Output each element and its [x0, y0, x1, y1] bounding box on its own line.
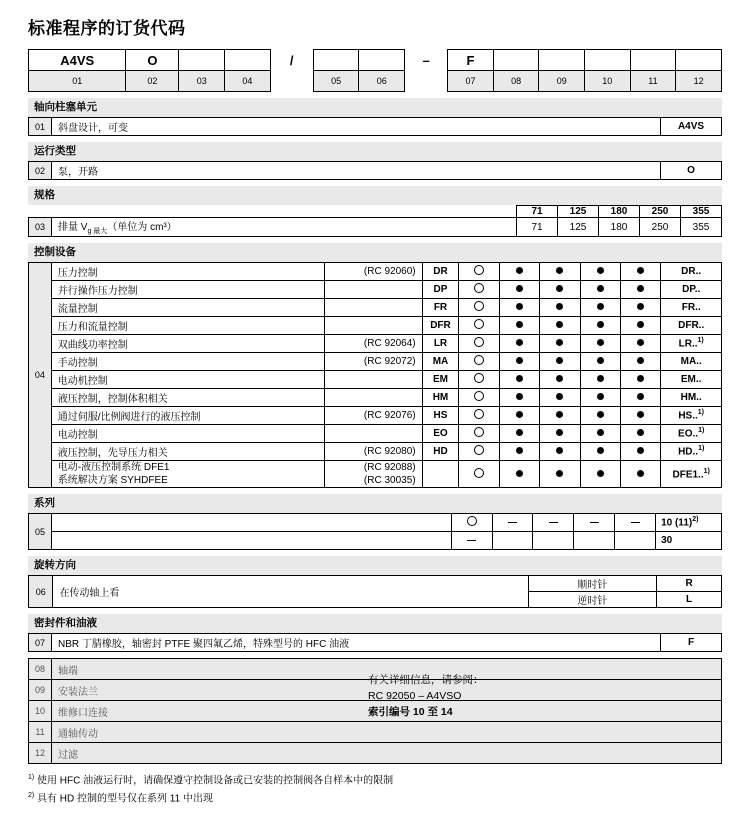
code-index-empty — [405, 71, 448, 92]
code-index-10: 10 — [585, 71, 631, 92]
series-mark-1 — [492, 514, 533, 532]
displacement-value-355: 355 — [681, 218, 722, 237]
control-mark-4 — [620, 425, 660, 443]
footnote: $^{1)}$ 使用 HFC 油液运行时，请确保遵守控制设备或已安装的控制阀各自样本中的限制 — [28, 774, 394, 787]
page-title: 标准程序的订货代码 — [28, 19, 186, 38]
order-code-bar — [28, 49, 722, 92]
control-short-code: HD — [422, 443, 459, 461]
footnote: $^{2)}$ 具有 HD 控制的型号仅在系列 11 中出现 — [28, 792, 213, 805]
control-label: 压力和流量控制 — [51, 317, 324, 335]
control-mark-4 — [620, 281, 660, 299]
table-row — [29, 461, 722, 488]
section-header-06: 旋转方向 — [28, 556, 722, 575]
control-mark-3 — [580, 353, 620, 371]
row-code-01: A4VS — [661, 118, 722, 136]
row-number-12: 12 — [29, 743, 52, 764]
control-mark-0 — [459, 281, 499, 299]
control-mark-3 — [580, 443, 620, 461]
control-mark-0 — [459, 317, 499, 335]
row-number-02: 02 — [29, 162, 52, 180]
grey-row-label: 安装法兰 — [52, 680, 722, 701]
rotation-label: 在传动轴上看 — [53, 576, 528, 608]
control-mark-0 — [459, 299, 499, 317]
control-short-code: EM — [422, 371, 459, 389]
control-mark-0 — [459, 425, 499, 443]
size-header-125: 125 — [558, 206, 599, 218]
rotation-direction: 顺时针 — [528, 576, 657, 592]
control-mark-3 — [580, 425, 620, 443]
rotation-code: L — [657, 592, 722, 608]
code-separator: / — [289, 52, 294, 68]
sizes-header-row — [29, 206, 722, 218]
control-label: 液压控制，先导压力相关 — [51, 443, 324, 461]
row-number-03: 03 — [29, 218, 52, 237]
control-mark-1 — [499, 425, 539, 443]
table-row — [29, 425, 722, 443]
table-row — [29, 514, 722, 532]
row-number-08: 08 — [29, 659, 52, 680]
table-row — [29, 263, 722, 281]
series-table — [28, 513, 722, 550]
control-code: FR.. — [661, 299, 722, 317]
displacement-label: 排量 V — [58, 222, 88, 233]
displacement-sub: g 最大 — [87, 228, 108, 235]
control-code: EM.. — [661, 371, 722, 389]
row-label-02: 泵，开路 — [52, 162, 661, 180]
section-remaining-codes — [28, 658, 722, 764]
code-index-05: 05 — [313, 71, 359, 92]
code-cell-12[interactable] — [676, 50, 722, 71]
control-mark-4 — [620, 389, 660, 407]
control-mark-2 — [540, 389, 580, 407]
series-mark-4 — [615, 514, 656, 532]
control-mark-2 — [540, 353, 580, 371]
control-mark-3 — [580, 389, 620, 407]
control-mark-3 — [580, 335, 620, 353]
control-mark-2 — [540, 281, 580, 299]
order-code-main-row — [29, 50, 722, 71]
section-header-07: 密封件和油液 — [28, 614, 722, 633]
table-row — [29, 532, 722, 550]
code-index-11: 11 — [630, 71, 676, 92]
grey-row-label: 过滤 — [52, 743, 722, 764]
control-short-code: LR — [422, 335, 459, 353]
row-number-04: 04 — [29, 263, 52, 488]
control-code: LR..$^{1)}$ — [661, 335, 722, 353]
code-cell-06[interactable] — [359, 50, 405, 71]
control-mark-0 — [459, 407, 499, 425]
control-mark-1 — [499, 263, 539, 281]
series-mark-3 — [574, 514, 615, 532]
row-label-07: NBR 丁腈橡胶，轴密封 PTFE 聚四氟乙烯，特殊型号的 HFC 油液 — [52, 634, 661, 652]
code-index-07: 07 — [448, 71, 494, 92]
displacement-value-71: 71 — [517, 218, 558, 237]
control-label: 液压控制，控制体积相关 — [51, 389, 324, 407]
control-code: MA.. — [661, 353, 722, 371]
rotation-table — [28, 575, 722, 608]
order-code-number-row — [29, 71, 722, 92]
code-index-empty — [270, 71, 313, 92]
control-reference: (RC 92060) — [324, 263, 422, 281]
control-mark-2 — [540, 371, 580, 389]
control-mark-4 — [620, 263, 660, 281]
row-code-02: O — [661, 162, 722, 180]
order-code-page — [0, 14, 750, 836]
row-number-05: 05 — [29, 514, 52, 550]
table-row — [29, 443, 722, 461]
control-reference — [324, 371, 422, 389]
section-operating-mode — [28, 142, 722, 180]
control-mark-0 — [459, 335, 499, 353]
control-mark-0 — [459, 443, 499, 461]
control-code: EO..$^{1)}$ — [661, 425, 722, 443]
control-mark-4 — [620, 407, 660, 425]
section-sizes — [28, 186, 722, 237]
table-row — [29, 576, 722, 592]
code-index-04: 04 — [225, 71, 271, 92]
info-line-1: 有关详细信息，请参阅： — [368, 674, 484, 686]
control-mark-4 — [620, 353, 660, 371]
size-header-250: 250 — [640, 206, 681, 218]
sizes-table — [28, 205, 722, 237]
control-mark-3 — [580, 281, 620, 299]
table-row — [29, 389, 722, 407]
control-mark-1 — [499, 353, 539, 371]
section-series — [28, 494, 722, 550]
control-reference: (RC 92080) — [324, 443, 422, 461]
control-mark-2 — [540, 299, 580, 317]
table-row — [29, 743, 722, 764]
control-reference — [324, 389, 422, 407]
row-label-03 — [52, 218, 517, 237]
row-label-01: 斜盘设计，可变 — [52, 118, 661, 136]
code-cell-11[interactable] — [630, 50, 676, 71]
control-mark-3 — [580, 461, 620, 488]
displacement-value-180: 180 — [599, 218, 640, 237]
control-code: DFR.. — [661, 317, 722, 335]
displacement-value-250: 250 — [640, 218, 681, 237]
order-code-table — [28, 49, 722, 92]
series-code: 10 $(11)^{2)}$ — [656, 514, 722, 532]
table-row — [29, 722, 722, 743]
series-mark-1 — [492, 532, 533, 550]
control-label: 压力控制 — [51, 263, 324, 281]
control-mark-3 — [580, 317, 620, 335]
size-header-355: 355 — [681, 206, 722, 218]
control-mark-1 — [499, 281, 539, 299]
control-mark-3 — [580, 407, 620, 425]
control-mark-4 — [620, 443, 660, 461]
control-label: 电动机控制 — [51, 371, 324, 389]
table-row — [29, 335, 722, 353]
control-label: 流量控制 — [51, 299, 324, 317]
info-line-3: 索引编号 10 至 14 — [368, 706, 453, 718]
code-separator: – — [422, 52, 430, 68]
control-mark-1 — [499, 299, 539, 317]
control-mark-2 — [540, 461, 580, 488]
code-cell-09[interactable] — [539, 50, 585, 71]
control-code: HM.. — [661, 389, 722, 407]
section-header-05: 系列 — [28, 494, 722, 513]
control-table — [28, 262, 722, 488]
control-short-code: MA — [422, 353, 459, 371]
code-cell-04[interactable] — [225, 50, 271, 71]
control-code: DFE1..$^{1)}$ — [661, 461, 722, 488]
control-code: HS..$^{1)}$ — [661, 407, 722, 425]
control-mark-3 — [580, 371, 620, 389]
control-reference: (RC 92072) — [324, 353, 422, 371]
control-short-code: HM — [422, 389, 459, 407]
section-header-04: 控制设备 — [28, 243, 722, 262]
control-mark-0 — [459, 461, 499, 488]
displacement-value-125: 125 — [558, 218, 599, 237]
row-number-01: 01 — [29, 118, 52, 136]
code-cell-10[interactable] — [585, 50, 631, 71]
series-code: 30 — [656, 532, 722, 550]
code-cell-05[interactable] — [313, 50, 359, 71]
control-mark-0 — [459, 263, 499, 281]
info-line-2: RC 92050 – A4VSO — [368, 690, 462, 702]
control-reference — [324, 299, 422, 317]
control-mark-4 — [620, 299, 660, 317]
control-short-code: DP — [422, 281, 459, 299]
control-mark-3 — [580, 263, 620, 281]
code-index-03: 03 — [179, 71, 225, 92]
control-mark-1 — [499, 407, 539, 425]
control-short-code: DFR — [422, 317, 459, 335]
row-number-11: 11 — [29, 722, 52, 743]
size-header-180: 180 — [599, 206, 640, 218]
control-mark-1 — [499, 443, 539, 461]
section-seals — [28, 614, 722, 652]
control-mark-2 — [540, 317, 580, 335]
control-mark-1 — [499, 335, 539, 353]
control-mark-4 — [620, 461, 660, 488]
control-reference — [324, 281, 422, 299]
grey-row-label: 通轴传动 — [52, 722, 722, 743]
control-mark-2 — [540, 425, 580, 443]
control-label: 手动控制 — [51, 353, 324, 371]
control-mark-1 — [499, 461, 539, 488]
control-mark-4 — [620, 371, 660, 389]
control-reference: (RC 92076) — [324, 407, 422, 425]
control-code: HD..$^{1)}$ — [661, 443, 722, 461]
control-short-code: HS — [422, 407, 459, 425]
section-control-devices — [28, 243, 722, 488]
control-label: 电动控制 — [51, 425, 324, 443]
section-rotation — [28, 556, 722, 608]
row-number-07: 07 — [29, 634, 52, 652]
section-axial-unit — [28, 98, 722, 136]
info-box — [368, 672, 484, 720]
table-row — [29, 407, 722, 425]
table-row — [29, 299, 722, 317]
control-reference — [324, 425, 422, 443]
table-row — [29, 353, 722, 371]
control-short-code: EO — [422, 425, 459, 443]
control-mark-2 — [540, 407, 580, 425]
control-short-code: DR — [422, 263, 459, 281]
section-header-01: 轴向柱塞单元 — [28, 98, 722, 117]
control-mark-2 — [540, 263, 580, 281]
size-header-71: 71 — [517, 206, 558, 218]
code-index-12: 12 — [676, 71, 722, 92]
series-mark-0 — [451, 514, 492, 532]
control-reference: (RC 92064) — [324, 335, 422, 353]
control-mark-3 — [580, 299, 620, 317]
control-label: 并行操作压力控制 — [51, 281, 324, 299]
code-index-09: 09 — [539, 71, 585, 92]
row-number-10: 10 — [29, 701, 52, 722]
table-row — [29, 317, 722, 335]
control-mark-2 — [540, 335, 580, 353]
control-code: DR.. — [661, 263, 722, 281]
series-label — [51, 514, 451, 532]
control-mark-0 — [459, 389, 499, 407]
row-number-06: 06 — [29, 576, 53, 608]
rotation-code: R — [657, 576, 722, 592]
series-label — [51, 532, 451, 550]
control-label: 双曲线功率控制 — [51, 335, 324, 353]
row-code-07: F — [661, 634, 722, 652]
code-cell-07[interactable]: F — [448, 50, 494, 71]
code-index-06: 06 — [359, 71, 405, 92]
section-header-03: 规格 — [28, 186, 722, 205]
control-short-code — [422, 461, 459, 488]
series-mark-4 — [615, 532, 656, 550]
code-index-08: 08 — [493, 71, 539, 92]
footnotes — [28, 770, 722, 807]
control-mark-1 — [499, 389, 539, 407]
row-number-09: 09 — [29, 680, 52, 701]
grey-row-label: 维修口连接 — [52, 701, 722, 722]
control-mark-4 — [620, 317, 660, 335]
code-cell-01[interactable]: A4VS — [29, 50, 126, 71]
control-reference — [324, 317, 422, 335]
control-mark-0 — [459, 371, 499, 389]
displacement-rest: （单位为 cm³） — [107, 222, 177, 233]
control-code: DP.. — [661, 281, 722, 299]
control-mark-0 — [459, 353, 499, 371]
control-mark-4 — [620, 335, 660, 353]
code-cell-03[interactable] — [179, 50, 225, 71]
control-mark-1 — [499, 317, 539, 335]
rotation-direction: 逆时针 — [528, 592, 657, 608]
code-cell-08[interactable] — [493, 50, 539, 71]
code-cell-02[interactable]: O — [126, 50, 179, 71]
table-row — [29, 281, 722, 299]
control-label: 通过伺服/比例阀进行的液压控制 — [51, 407, 324, 425]
series-mark-0 — [451, 532, 492, 550]
control-mark-2 — [540, 443, 580, 461]
control-short-code: FR — [422, 299, 459, 317]
series-mark-2 — [533, 532, 574, 550]
control-mark-1 — [499, 371, 539, 389]
section-header-02: 运行类型 — [28, 142, 722, 161]
series-mark-2 — [533, 514, 574, 532]
sizes-value-row — [29, 218, 722, 237]
table-row — [29, 371, 722, 389]
code-index-02: 02 — [126, 71, 179, 92]
series-mark-3 — [574, 532, 615, 550]
grey-row-label: 轴端 — [52, 659, 722, 680]
code-index-01: 01 — [29, 71, 126, 92]
control-label: 电动-液压控制系统 DFE1 系统解决方案 SYHDFEE — [51, 461, 324, 488]
control-reference: (RC 92088) (RC 30035) — [324, 461, 422, 488]
